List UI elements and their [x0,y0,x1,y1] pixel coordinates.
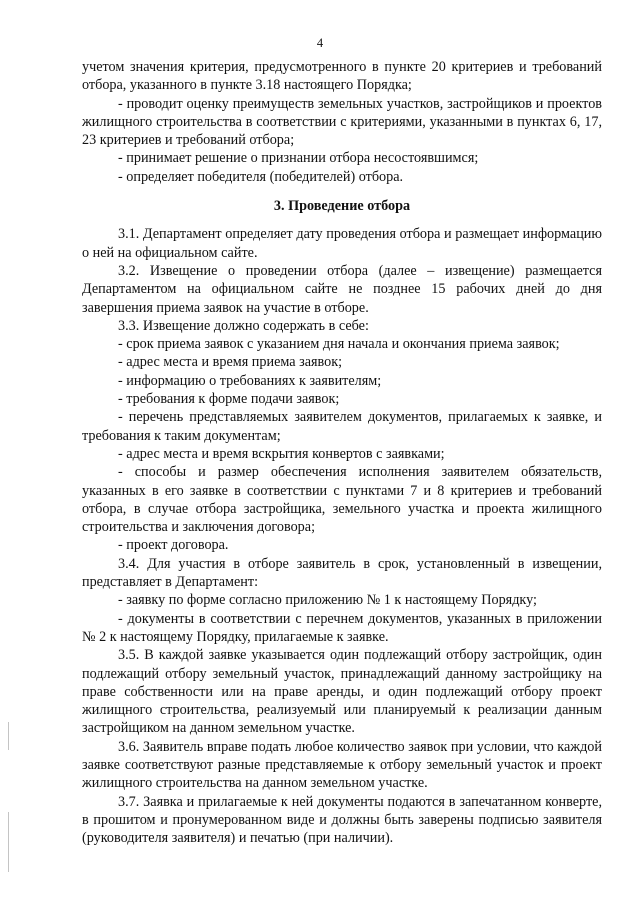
document-body [82,58,602,847]
paragraph: - принимает решение о признании отбора несостоявшимся; [118,150,479,167]
paragraph: - проводит оценку преимуществ земельных участков, застройщиков и проектов жилищного строительства в соответствии с критериями, указанными в пунктах 6, 17, 23 критериев и требований отбора; [82,95,602,149]
list-item: - документы в соответствии с перечнем документов, указанных в приложении № 2 к настоящему Порядку, прилагаемые к заявке. [82,610,602,645]
paragraph: 3.4. Для участия в отборе заявитель в срок, установленный в извещении, представляет в Департамент: [82,555,602,591]
paragraph: 3.6. Заявитель вправе подать любое количество заявок при условии, что каждой заявке соответствуют разные представляемые к отбору земельный участок и проект жилищного строительства на данном земельном участке. [82,738,602,792]
list-item: - срок приема заявок с указанием дня начала и окончания приема заявок; [118,336,560,353]
list-item: - адрес места и время приема заявок; [118,354,343,371]
list-item: - информацию о требованиях к заявителям; [118,372,382,389]
paragraph: 3.7. Заявка и прилагаемые к ней документы подаются в запечатанном конверте, в прошитом и пронумерованном виде и должны быть заверены подписью заявителя (руководителя заявителя) и печатью (при наличии). [82,793,602,847]
section-heading: 3. Проведение отбора [273,198,411,215]
list-item: - адрес места и время вскрытия конвертов с заявками; [118,445,445,462]
list-item: - способы и размер обеспечения исполнения заявителем обязательств, указанных в его заявке в соответствии с пунктами 7 и 8 критериев и требований отбора, в случае отбора застройщика, земельного участка и проекта жилищного строительства и заключения договора; [82,464,602,536]
paragraph: 3.1. Департамент определяет дату проведения отбора и размещает информацию о ней на официальном сайте. [82,226,602,261]
binder-edge-mark [8,722,9,750]
paragraph: - определяет победителя (победителей) отбора. [118,168,404,185]
paragraph: 3.5. В каждой заявке указывается один подлежащий отбору застройщик, один подлежащий отбору земельный участок, принадлежащий данному застройщику на праве собственности или на праве аренды, и один подлежащий отбору проект жилищного строительства, реализуемый или планируемый к реализации данным застройщиком на данном земельном участке. [82,647,602,737]
binder-edge-mark [8,812,9,872]
paragraph: 3.3. Извещение должно содержать в себе: [118,317,369,334]
page-number: 4 [316,36,324,50]
list-item: - проект договора. [118,537,229,554]
list-item: - заявку по форме согласно приложению № 1 к настоящему Порядку; [118,592,537,609]
list-item: - перечень представляемых заявителем документов, прилагаемых к заявке, и требования к таким документам; [82,409,602,444]
list-item: - требования к форме подачи заявок; [118,391,340,408]
paragraph: 3.2. Извещение о проведении отбора (далее – извещение) размещается Департаментом на официальном сайте не позднее 15 рабочих дней до дня завершения приема заявок на участие в отборе. [82,262,602,316]
paragraph: учетом значения критерия, предусмотренного в пункте 20 критериев и требований отбора, указанного в пункте 3.18 настоящего Порядка; [82,59,602,94]
